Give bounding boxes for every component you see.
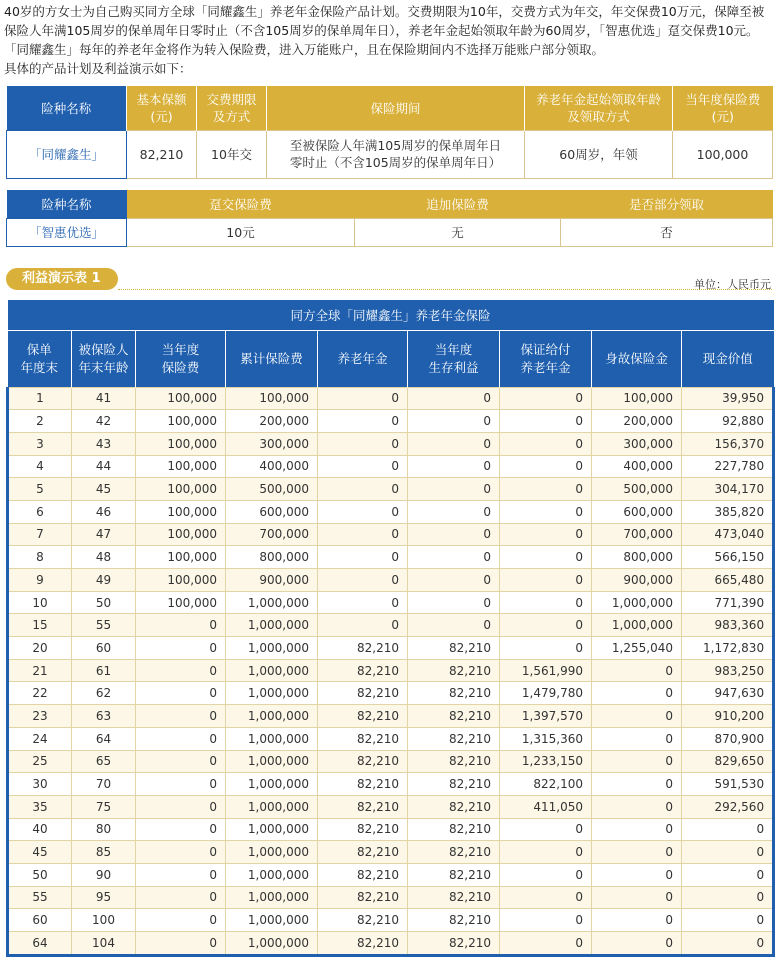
cell-premium: 0	[136, 773, 226, 796]
cell-cash: 665,480	[682, 569, 774, 592]
cell-premium: 0	[136, 795, 226, 818]
intro-paragraph: 40岁的方女士为自己购买同方全球「同耀鑫生」养老年金保险产品计划。交费期限为10年，交费方式为年交，年交保费10万元，保障至被保险人年满105周岁的保单周年日零时止（不含105周岁的保单周年日），养老年金起始领取年龄为60周岁，「智惠优选」趸交保费10元。「同耀鑫生」每年的养老年金将作为转入保险费，进入万能账户，且在保险期间内不选择万能账户部分领取。	[4, 4, 765, 57]
cell-cumulative: 1,000,000	[226, 932, 318, 956]
cell-annuity: 0	[318, 387, 408, 410]
cell-cumulative: 300,000	[226, 432, 318, 455]
cell-premium: 0	[136, 637, 226, 660]
cell-cash: 39,950	[682, 387, 774, 410]
cell-age: 55	[72, 614, 136, 637]
table-row	[8, 795, 774, 818]
benefit-header-premium: 当年度 保险费	[136, 330, 226, 387]
cell-year: 15	[8, 614, 72, 637]
cell-survival: 82,210	[408, 818, 500, 841]
cell-cumulative: 1,000,000	[226, 773, 318, 796]
benefit-header-row	[8, 330, 774, 387]
cell-cash: 0	[682, 932, 774, 956]
cell-cash: 227,780	[682, 455, 774, 478]
cell-death: 100,000	[592, 387, 682, 410]
cell-premium: 0	[136, 682, 226, 705]
cell-guaranteed: 0	[500, 841, 592, 864]
cell-premium: 0	[136, 705, 226, 728]
cell-death: 1,000,000	[592, 591, 682, 614]
cell-premium: 100,000	[136, 500, 226, 523]
cell-year: 2	[8, 410, 72, 433]
cell-year: 10	[8, 591, 72, 614]
cell-guaranteed: 0	[500, 478, 592, 501]
cell-premium: 100,000	[136, 432, 226, 455]
cell-year: 45	[8, 841, 72, 864]
cell-death: 1,000,000	[592, 614, 682, 637]
cell-cumulative: 800,000	[226, 546, 318, 569]
cell-guaranteed: 0	[500, 818, 592, 841]
cell-premium: 0	[136, 727, 226, 750]
table-row	[8, 387, 774, 410]
cell-death: 900,000	[592, 569, 682, 592]
plan-annuity-age: 60周岁，年领	[525, 130, 673, 178]
table-row	[8, 909, 774, 932]
cell-guaranteed: 0	[500, 410, 592, 433]
cell-death: 700,000	[592, 523, 682, 546]
table-row	[8, 637, 774, 660]
cell-cash: 1,172,830	[682, 637, 774, 660]
cell-year: 30	[8, 773, 72, 796]
cell-cumulative: 400,000	[226, 455, 318, 478]
cell-annuity: 82,210	[318, 727, 408, 750]
cell-cumulative: 1,000,000	[226, 841, 318, 864]
cell-annuity: 0	[318, 523, 408, 546]
cell-death: 200,000	[592, 410, 682, 433]
cell-premium: 0	[136, 659, 226, 682]
cell-year: 23	[8, 705, 72, 728]
cell-age: 75	[72, 795, 136, 818]
cell-guaranteed: 0	[500, 932, 592, 956]
cell-age: 42	[72, 410, 136, 433]
cell-annuity: 82,210	[318, 773, 408, 796]
cell-premium: 0	[136, 886, 226, 909]
plan-amount: 82,210	[127, 130, 197, 178]
table-row	[8, 727, 774, 750]
cell-guaranteed: 0	[500, 614, 592, 637]
cell-cash: 910,200	[682, 705, 774, 728]
cell-age: 43	[72, 432, 136, 455]
section-divider	[118, 289, 772, 290]
cell-age: 65	[72, 750, 136, 773]
cell-guaranteed: 0	[500, 591, 592, 614]
cell-death: 0	[592, 795, 682, 818]
cell-premium: 0	[136, 932, 226, 956]
cell-survival: 82,210	[408, 932, 500, 956]
cell-premium: 0	[136, 818, 226, 841]
cell-year: 4	[8, 455, 72, 478]
cell-death: 400,000	[592, 455, 682, 478]
table-row	[8, 750, 774, 773]
cell-annuity: 82,210	[318, 886, 408, 909]
cell-guaranteed: 822,100	[500, 773, 592, 796]
cell-survival: 82,210	[408, 841, 500, 864]
cell-annuity: 82,210	[318, 932, 408, 956]
cell-survival: 0	[408, 455, 500, 478]
cell-survival: 82,210	[408, 886, 500, 909]
cell-premium: 100,000	[136, 478, 226, 501]
addon-single-premium: 10元	[127, 218, 355, 246]
cell-age: 47	[72, 523, 136, 546]
addon-header-partial-withdrawal: 是否部分领取	[561, 190, 773, 218]
cell-premium: 100,000	[136, 387, 226, 410]
benefit-header-cumulative: 累计保险费	[226, 330, 318, 387]
cell-cash: 0	[682, 818, 774, 841]
cell-guaranteed: 1,315,360	[500, 727, 592, 750]
cell-age: 60	[72, 637, 136, 660]
cell-annuity: 82,210	[318, 637, 408, 660]
table-row	[8, 863, 774, 886]
cell-survival: 0	[408, 591, 500, 614]
cell-cash: 591,530	[682, 773, 774, 796]
cell-guaranteed: 1,479,780	[500, 682, 592, 705]
table-row	[8, 659, 774, 682]
cell-annuity: 82,210	[318, 818, 408, 841]
cell-cash: 304,170	[682, 478, 774, 501]
cell-age: 46	[72, 500, 136, 523]
cell-annuity: 82,210	[318, 682, 408, 705]
cell-year: 1	[8, 387, 72, 410]
cell-annuity: 0	[318, 591, 408, 614]
cell-age: 45	[72, 478, 136, 501]
cell-cash: 771,390	[682, 591, 774, 614]
cell-cash: 566,150	[682, 546, 774, 569]
cell-year: 21	[8, 659, 72, 682]
cell-death: 600,000	[592, 500, 682, 523]
cell-year: 22	[8, 682, 72, 705]
cell-annuity: 0	[318, 569, 408, 592]
addon-header-row	[7, 190, 773, 218]
cell-cumulative: 1,000,000	[226, 818, 318, 841]
table-row	[8, 773, 774, 796]
cell-cumulative: 1,000,000	[226, 705, 318, 728]
cell-year: 9	[8, 569, 72, 592]
cell-annuity: 82,210	[318, 841, 408, 864]
cell-survival: 0	[408, 569, 500, 592]
cell-premium: 0	[136, 841, 226, 864]
cell-survival: 0	[408, 614, 500, 637]
cell-survival: 0	[408, 478, 500, 501]
cell-death: 0	[592, 773, 682, 796]
cell-cash: 870,900	[682, 727, 774, 750]
cell-cash: 92,880	[682, 410, 774, 433]
cell-annuity: 0	[318, 455, 408, 478]
cell-annuity: 82,210	[318, 795, 408, 818]
cell-year: 8	[8, 546, 72, 569]
cell-cash: 983,250	[682, 659, 774, 682]
cell-age: 95	[72, 886, 136, 909]
cell-age: 70	[72, 773, 136, 796]
cell-cash: 983,360	[682, 614, 774, 637]
cell-guaranteed: 0	[500, 500, 592, 523]
benefit-table-title: 同方全球「同耀鑫生」养老年金保险	[290, 307, 491, 323]
plan-product-name: 「同耀鑫生」	[7, 130, 127, 178]
plan-period: 至被保险人年满105周岁的保单周年日 零时止（不含105周岁的保单周年日）	[267, 130, 525, 178]
cell-guaranteed: 0	[500, 387, 592, 410]
cell-survival: 0	[408, 410, 500, 433]
cell-annuity: 0	[318, 500, 408, 523]
cell-age: 49	[72, 569, 136, 592]
cell-year: 40	[8, 818, 72, 841]
table-row	[8, 591, 774, 614]
table-row	[8, 682, 774, 705]
cell-premium: 0	[136, 909, 226, 932]
cell-year: 5	[8, 478, 72, 501]
table-row	[8, 455, 774, 478]
cell-death: 0	[592, 863, 682, 886]
cell-guaranteed: 0	[500, 523, 592, 546]
cell-survival: 0	[408, 500, 500, 523]
benefit-header-age: 被保险人 年末年龄	[72, 330, 136, 387]
addon-additional-premium: 无	[355, 218, 561, 246]
cell-cumulative: 1,000,000	[226, 909, 318, 932]
cell-cash: 947,630	[682, 682, 774, 705]
table-row	[8, 705, 774, 728]
cell-cumulative: 1,000,000	[226, 614, 318, 637]
cell-guaranteed: 0	[500, 569, 592, 592]
cell-guaranteed: 1,397,570	[500, 705, 592, 728]
addon-table	[6, 190, 773, 247]
table-row	[8, 432, 774, 455]
cell-cumulative: 1,000,000	[226, 886, 318, 909]
cell-cash: 0	[682, 909, 774, 932]
cell-cash: 292,560	[682, 795, 774, 818]
cell-age: 100	[72, 909, 136, 932]
unit-label: 单位：人民币元	[694, 278, 771, 291]
benefit-table-body	[8, 387, 774, 955]
cell-survival: 82,210	[408, 863, 500, 886]
table-row	[8, 886, 774, 909]
cell-cash: 156,370	[682, 432, 774, 455]
addon-header-single-premium: 趸交保险费	[127, 190, 355, 218]
cell-premium: 100,000	[136, 410, 226, 433]
cell-guaranteed: 411,050	[500, 795, 592, 818]
cell-premium: 0	[136, 750, 226, 773]
cell-premium: 100,000	[136, 455, 226, 478]
cell-year: 64	[8, 932, 72, 956]
cell-cumulative: 1,000,000	[226, 637, 318, 660]
section-label: 利益演示表 1	[6, 268, 118, 290]
cell-cash: 473,040	[682, 523, 774, 546]
cell-death: 0	[592, 659, 682, 682]
cell-cumulative: 600,000	[226, 500, 318, 523]
cell-premium: 0	[136, 614, 226, 637]
cell-survival: 0	[408, 546, 500, 569]
cell-guaranteed: 0	[500, 432, 592, 455]
cell-age: 63	[72, 705, 136, 728]
table-row	[8, 841, 774, 864]
cell-cash: 385,820	[682, 500, 774, 523]
cell-age: 80	[72, 818, 136, 841]
cell-cash: 0	[682, 886, 774, 909]
cell-death: 0	[592, 841, 682, 864]
cell-year: 20	[8, 637, 72, 660]
cell-year: 6	[8, 500, 72, 523]
cell-year: 50	[8, 863, 72, 886]
cell-death: 800,000	[592, 546, 682, 569]
plan-header-period: 保险期间	[267, 86, 525, 130]
cell-annuity: 82,210	[318, 659, 408, 682]
cell-cumulative: 1,000,000	[226, 750, 318, 773]
plan-header-amount: 基本保额 (元)	[127, 86, 197, 130]
cell-survival: 82,210	[408, 909, 500, 932]
cell-guaranteed: 0	[500, 909, 592, 932]
cell-death: 0	[592, 886, 682, 909]
cell-death: 0	[592, 818, 682, 841]
cell-death: 0	[592, 932, 682, 956]
cell-death: 0	[592, 750, 682, 773]
benefit-header-year: 保单 年度末	[8, 330, 72, 387]
cell-age: 48	[72, 546, 136, 569]
cell-survival: 0	[408, 387, 500, 410]
cell-survival: 82,210	[408, 705, 500, 728]
table-row	[8, 546, 774, 569]
table-row	[8, 500, 774, 523]
benefit-header-survival: 当年度 生存利益	[408, 330, 500, 387]
cell-premium: 100,000	[136, 523, 226, 546]
cell-year: 55	[8, 886, 72, 909]
plan-header-premium: 当年度保险费 (元)	[673, 86, 773, 130]
benefit-header-guaranteed: 保证给付 养老年金	[500, 330, 592, 387]
intro-lead: 具体的产品计划及利益演示如下：	[4, 61, 192, 76]
cell-guaranteed: 0	[500, 455, 592, 478]
plan-header-row	[7, 86, 773, 130]
cell-guaranteed: 1,561,990	[500, 659, 592, 682]
benefit-table	[6, 300, 775, 957]
cell-annuity: 82,210	[318, 750, 408, 773]
cell-guaranteed: 1,233,150	[500, 750, 592, 773]
cell-death: 0	[592, 682, 682, 705]
cell-year: 3	[8, 432, 72, 455]
cell-age: 62	[72, 682, 136, 705]
table-row	[8, 614, 774, 637]
cell-cumulative: 700,000	[226, 523, 318, 546]
cell-age: 90	[72, 863, 136, 886]
cell-annuity: 0	[318, 614, 408, 637]
cell-survival: 82,210	[408, 637, 500, 660]
cell-age: 85	[72, 841, 136, 864]
cell-cumulative: 1,000,000	[226, 591, 318, 614]
cell-cumulative: 500,000	[226, 478, 318, 501]
cell-annuity: 0	[318, 410, 408, 433]
cell-premium: 100,000	[136, 591, 226, 614]
cell-death: 500,000	[592, 478, 682, 501]
table-row	[8, 478, 774, 501]
addon-partial-withdrawal: 否	[561, 218, 773, 246]
cell-death: 0	[592, 909, 682, 932]
addon-header-name: 险种名称	[7, 190, 127, 218]
cell-year: 24	[8, 727, 72, 750]
cell-annuity: 82,210	[318, 909, 408, 932]
cell-cumulative: 100,000	[226, 387, 318, 410]
cell-death: 300,000	[592, 432, 682, 455]
cell-cumulative: 1,000,000	[226, 863, 318, 886]
plan-table	[6, 86, 773, 179]
table-row	[8, 410, 774, 433]
cell-premium: 100,000	[136, 569, 226, 592]
cell-survival: 82,210	[408, 773, 500, 796]
cell-cumulative: 1,000,000	[226, 659, 318, 682]
cell-survival: 82,210	[408, 795, 500, 818]
cell-death: 1,255,040	[592, 637, 682, 660]
cell-year: 25	[8, 750, 72, 773]
table-row	[8, 569, 774, 592]
cell-annuity: 0	[318, 432, 408, 455]
cell-year: 35	[8, 795, 72, 818]
cell-annuity: 0	[318, 478, 408, 501]
cell-guaranteed: 0	[500, 546, 592, 569]
table-row	[8, 523, 774, 546]
cell-age: 41	[72, 387, 136, 410]
cell-survival: 82,210	[408, 659, 500, 682]
intro-text	[4, 2, 774, 78]
cell-cumulative: 1,000,000	[226, 795, 318, 818]
plan-header-name: 险种名称	[7, 86, 127, 130]
cell-death: 0	[592, 705, 682, 728]
addon-product-name: 「智惠优选」	[7, 218, 127, 246]
cell-cumulative: 1,000,000	[226, 682, 318, 705]
addon-row	[7, 218, 773, 246]
cell-guaranteed: 0	[500, 637, 592, 660]
benefit-header-annuity: 养老年金	[318, 330, 408, 387]
cell-age: 61	[72, 659, 136, 682]
table-row	[8, 932, 774, 956]
cell-annuity: 82,210	[318, 863, 408, 886]
cell-annuity: 0	[318, 546, 408, 569]
cell-age: 50	[72, 591, 136, 614]
benefit-header-cash: 现金价值	[682, 330, 774, 387]
table-row	[8, 818, 774, 841]
cell-guaranteed: 0	[500, 863, 592, 886]
cell-age: 64	[72, 727, 136, 750]
cell-cumulative: 200,000	[226, 410, 318, 433]
cell-cash: 0	[682, 841, 774, 864]
cell-guaranteed: 0	[500, 886, 592, 909]
cell-year: 7	[8, 523, 72, 546]
cell-death: 0	[592, 727, 682, 750]
plan-row	[7, 130, 773, 178]
plan-header-payment: 交费期限 及方式	[197, 86, 267, 130]
cell-premium: 0	[136, 863, 226, 886]
benefit-header-death: 身故保险金	[592, 330, 682, 387]
cell-age: 104	[72, 932, 136, 956]
cell-cumulative: 1,000,000	[226, 727, 318, 750]
plan-payment: 10年交	[197, 130, 267, 178]
cell-cumulative: 900,000	[226, 569, 318, 592]
cell-annuity: 82,210	[318, 705, 408, 728]
cell-year: 60	[8, 909, 72, 932]
cell-survival: 82,210	[408, 682, 500, 705]
benefit-title-row	[8, 300, 774, 330]
cell-cash: 0	[682, 863, 774, 886]
plan-header-annuity-age: 养老年金起始领取年龄 及领取方式	[525, 86, 673, 130]
cell-survival: 82,210	[408, 727, 500, 750]
addon-header-additional-premium: 追加保险费	[355, 190, 561, 218]
cell-survival: 82,210	[408, 750, 500, 773]
cell-survival: 0	[408, 523, 500, 546]
cell-survival: 0	[408, 432, 500, 455]
plan-premium: 100,000	[673, 130, 773, 178]
cell-age: 44	[72, 455, 136, 478]
cell-premium: 100,000	[136, 546, 226, 569]
cell-cash: 829,650	[682, 750, 774, 773]
